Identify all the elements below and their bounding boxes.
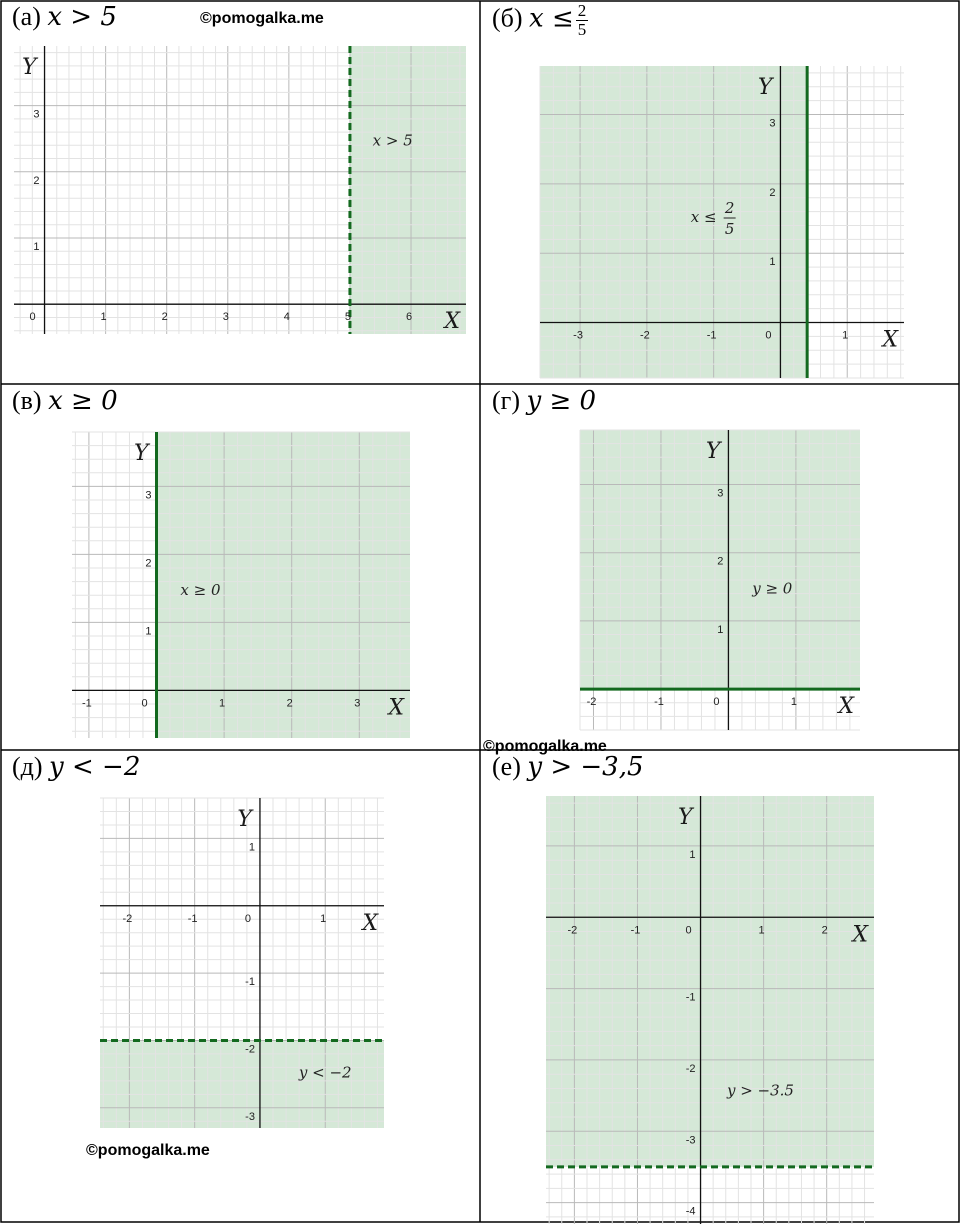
x-tick-label: 0 bbox=[685, 924, 692, 937]
cell-letter: (е) bbox=[492, 752, 528, 781]
y-tick-label: 3 bbox=[33, 108, 40, 121]
x-tick-label: 0 bbox=[765, 329, 772, 342]
y-tick-label: 2 bbox=[145, 557, 152, 570]
cell-letter: (а) bbox=[12, 2, 48, 31]
x-axis-name: X bbox=[852, 922, 868, 948]
plot bbox=[540, 66, 904, 378]
inequality: y > −3,5 bbox=[527, 752, 644, 782]
x-tick-label: 4 bbox=[283, 311, 290, 324]
x-tick-label: 0 bbox=[713, 696, 720, 709]
y-axis-name: Y bbox=[757, 75, 773, 100]
cell-letter: (д) bbox=[12, 752, 50, 781]
cell-letter: (в) bbox=[12, 386, 49, 415]
cell-label bbox=[12, 752, 140, 782]
watermark: ©pomogalka.me bbox=[200, 10, 324, 27]
y-tick-label: -1 bbox=[685, 991, 696, 1004]
cell-g bbox=[480, 384, 960, 750]
y-axis-name: Y bbox=[678, 805, 693, 830]
y-tick-label: 3 bbox=[717, 487, 724, 500]
cell-b bbox=[480, 0, 960, 384]
x-tick-label: 1 bbox=[219, 697, 226, 710]
y-tick-label: 1 bbox=[248, 841, 255, 854]
region-label: y < −2 bbox=[298, 1063, 352, 1082]
region-fraction-numerator: 2 bbox=[724, 199, 735, 217]
region-label: y > −3.5 bbox=[726, 1081, 794, 1100]
cell-label bbox=[492, 752, 644, 782]
x-tick-label: 6 bbox=[405, 311, 413, 324]
fraction-numerator: 2 bbox=[577, 1, 587, 20]
x-tick-label: 5 bbox=[344, 311, 352, 324]
region-label: y ≥ 0 bbox=[752, 579, 793, 598]
cell-letter: (г) bbox=[492, 386, 527, 415]
y-tick-label: 1 bbox=[145, 625, 152, 638]
x-tick-label: 0 bbox=[29, 311, 36, 324]
x-tick-label: -1 bbox=[187, 912, 198, 925]
x-tick-label: 2 bbox=[821, 924, 828, 937]
y-tick-label: 1 bbox=[689, 848, 696, 861]
y-tick-label: 1 bbox=[33, 241, 40, 253]
x-tick-label: -2 bbox=[586, 696, 597, 709]
y-tick-label: -3 bbox=[685, 1134, 696, 1147]
y-tick-label: 1 bbox=[769, 256, 776, 269]
x-tick-label: 2 bbox=[161, 311, 168, 324]
inequality: y < −2 bbox=[49, 752, 141, 782]
x-tick-label: -1 bbox=[654, 696, 664, 709]
inequality: x > 5 bbox=[47, 2, 117, 32]
y-tick-label: -1 bbox=[245, 976, 255, 989]
x-axis-name: X bbox=[362, 910, 378, 936]
y-tick-label: -2 bbox=[245, 1043, 255, 1056]
cell-a bbox=[0, 0, 480, 384]
cell-label bbox=[12, 386, 118, 416]
plot bbox=[580, 430, 860, 730]
cell-label bbox=[12, 2, 117, 32]
x-axis-name: X bbox=[388, 695, 404, 721]
y-axis-name: Y bbox=[22, 55, 37, 80]
x-tick-label: -2 bbox=[639, 329, 650, 342]
x-tick-label: -3 bbox=[573, 329, 583, 342]
y-tick-label: -2 bbox=[685, 1062, 696, 1075]
region-label: x ≥ 0 bbox=[180, 581, 221, 600]
plot bbox=[100, 798, 384, 1128]
cell-v bbox=[0, 384, 480, 750]
cell-e bbox=[480, 750, 960, 1223]
y-axis-name: Y bbox=[237, 807, 252, 832]
cell-label bbox=[492, 386, 596, 416]
fraction-denominator: 5 bbox=[577, 20, 587, 39]
x-tick-label: -2 bbox=[122, 912, 133, 925]
y-tick-label: 3 bbox=[145, 489, 152, 502]
x-tick-label: 2 bbox=[286, 697, 293, 710]
x-tick-label: -2 bbox=[567, 924, 578, 937]
cell-label bbox=[492, 2, 588, 39]
cell-letter: (б) bbox=[492, 3, 530, 33]
y-axis-name: Y bbox=[133, 441, 149, 466]
x-tick-label: 0 bbox=[244, 912, 252, 925]
y-tick-label: 2 bbox=[33, 174, 40, 187]
watermark: ©pomogalka.me bbox=[86, 1142, 210, 1159]
x-tick-label: 3 bbox=[354, 697, 361, 710]
x-tick-label: -1 bbox=[82, 697, 92, 710]
cell-d bbox=[0, 750, 480, 1223]
y-tick-label: -3 bbox=[245, 1110, 255, 1123]
region-label: x ≤ bbox=[690, 208, 717, 226]
x-axis-name: X bbox=[882, 327, 898, 353]
x-tick-label: 1 bbox=[320, 912, 327, 925]
x-axis-name: X bbox=[444, 309, 460, 335]
inequality: x ≤ bbox=[529, 3, 574, 34]
y-tick-label: 2 bbox=[717, 555, 724, 568]
region-fraction-denominator: 5 bbox=[724, 220, 735, 238]
region-label: x > 5 bbox=[372, 131, 413, 150]
inequality: y ≥ 0 bbox=[526, 386, 597, 416]
x-tick-label: 3 bbox=[222, 311, 229, 324]
x-tick-label: 1 bbox=[758, 924, 765, 937]
x-tick-label: 1 bbox=[100, 311, 107, 324]
x-tick-label: 0 bbox=[141, 697, 148, 710]
y-tick-label: 1 bbox=[717, 623, 724, 636]
y-tick-label: 2 bbox=[769, 186, 776, 199]
x-axis-name: X bbox=[838, 694, 854, 720]
y-axis-name: Y bbox=[705, 439, 721, 464]
y-tick-label: 3 bbox=[769, 117, 776, 130]
inequality: x ≥ 0 bbox=[48, 386, 118, 416]
solution-region bbox=[546, 796, 874, 1167]
x-tick-label: -1 bbox=[706, 329, 717, 342]
fraction bbox=[576, 2, 589, 39]
plot bbox=[546, 796, 874, 1224]
x-tick-label: 1 bbox=[790, 696, 797, 709]
plot bbox=[14, 46, 466, 334]
x-tick-label: -1 bbox=[630, 924, 641, 937]
x-tick-label: 1 bbox=[842, 329, 849, 342]
watermark: ©pomogalka.me bbox=[483, 738, 607, 755]
y-tick-label: -4 bbox=[685, 1205, 696, 1218]
plot bbox=[72, 432, 410, 738]
